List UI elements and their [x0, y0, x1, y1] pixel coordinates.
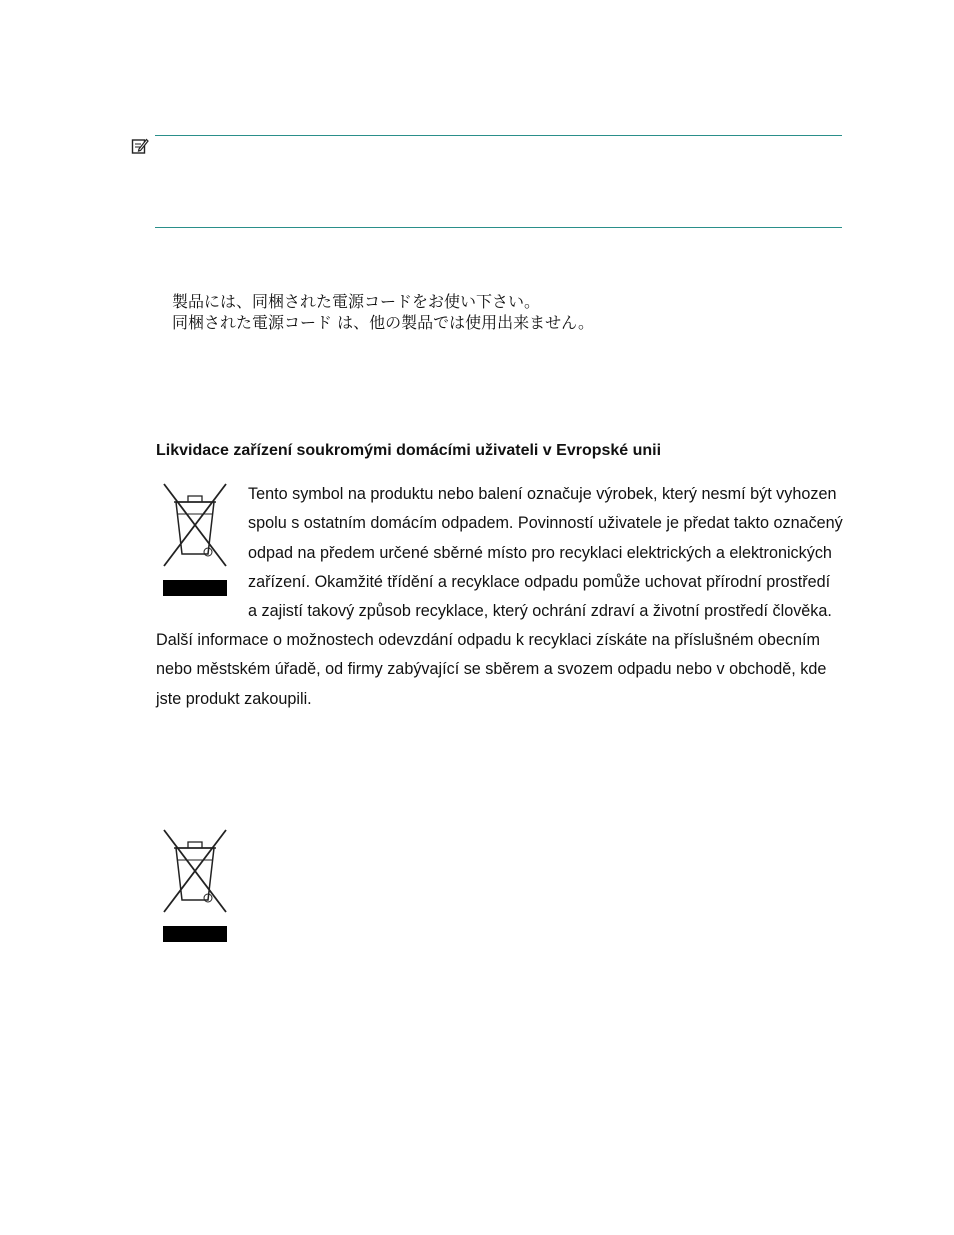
paragraph-line: jste produkt zakoupili. [156, 689, 312, 708]
section-heading: Likvidace zařízení soukromými domácími uživateli v Evropské unii [156, 442, 662, 459]
note-top-rule [155, 135, 842, 136]
paragraph-line: zařízení. Okamžité třídění a recyklace odpadu pomůže uchovat přírodní prostředí [248, 572, 831, 591]
paragraph-line: a zajistí takový způsob recyklace, který ochrání zdraví a životní prostředí člověka. [248, 602, 832, 621]
japanese-line: 製品には、同梱された電源コードをお使い下さい。 [172, 292, 541, 311]
paragraph-line: Tento symbol na produktu nebo balení označuje výrobek, který nesmí být vyhozen [248, 485, 837, 503]
paragraph-line: odpad na předem určené sběrné místo pro recyklaci elektrických a elektronických [248, 543, 832, 562]
disposal-paragraph-indented [248, 480, 843, 626]
paragraph-line: Další informace o možnostech odevzdání odpadu k recyklaci získáte na příslušném obecním [156, 631, 821, 649]
japanese-notice [172, 291, 594, 333]
crossed-out-wheeled-bin-icon [160, 826, 230, 946]
paragraph-line: spolu s ostatním domácím odpadem. Povinností uživatele je předat takto označený [248, 514, 843, 533]
note-icon [131, 137, 149, 155]
paragraph-line: nebo městském úřadě, od firmy zabývající se sběrem a svozem odpadu nebo v obchodě, kde [156, 660, 827, 679]
japanese-line: 同梱された電源コード は、他の製品では使用出来ません。 [172, 313, 595, 332]
disposal-paragraph-full [156, 626, 826, 714]
crossed-out-wheeled-bin-icon [160, 480, 230, 600]
note-bottom-rule [155, 227, 842, 228]
